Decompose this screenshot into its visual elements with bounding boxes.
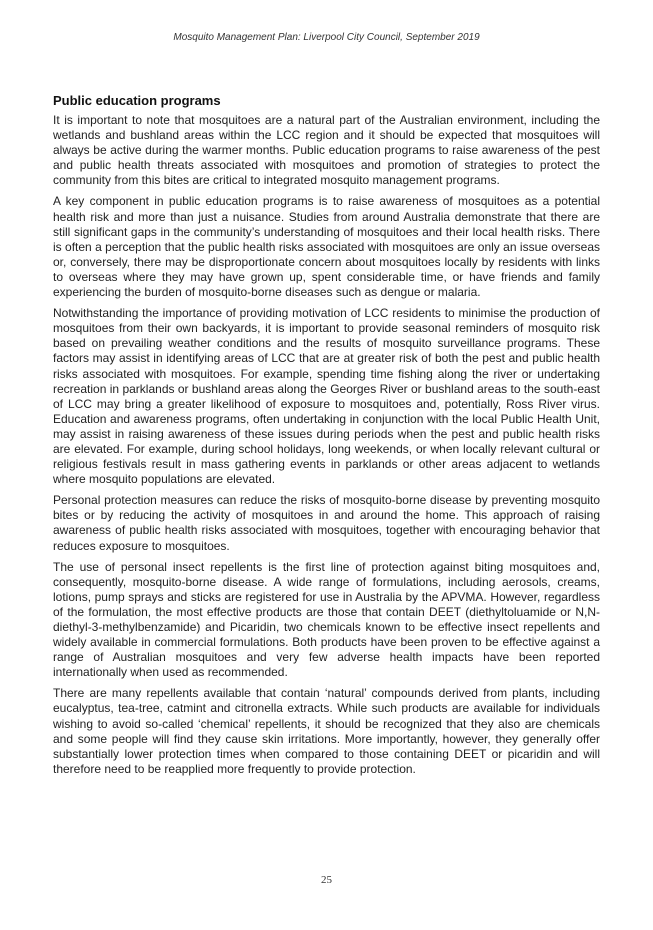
- paragraph-insect-repellents: The use of personal insect repellents is the first line of protection against biting mosquitoes and, consequently, mosquito-borne disease. A wide range of formulations, including aerosols, creams, lotions, pump sprays and sticks are registered for use in Australia by the APVMA. However, regardless of the formulation, the most effective products are those that contain DEET (diethyltoluamide or N,N-diethyl-3-methylbenzamide) and Picaridin, two chemicals known to be effective insect repellents and widely available in commercial formulations. Both products have been proven to be effective against a range of Australian mosquitoes and very few adverse health impacts have been reported internationally when used as recommended.: [53, 559, 600, 680]
- paragraph-seasonal-reminders: Notwithstanding the importance of providing motivation of LCC residents to minimise the production of mosquitoes from their own backyards, it is important to provide seasonal reminders of mosquito risk based on prevailing weather conditions and the results of mosquito surveillance programs. These factors may assist in identifying areas of LCC that are at greater risk of both the pest and public health risks associated with mosquitoes. For example, spending time fishing along the river or undertaking recreation in parklands or bushland areas along the Georges River or bushland areas to the south-east of LCC may bring a greater likelihood of exposure to mosquitoes and, potentially, Ross River virus. Education and awareness programs, often undertaking in conjunction with the local Public Health Unit, may assist in raising awareness of these issues during periods when the pest and public health risks are elevated. For example, during school holidays, long weekends, or when locally relevant cultural or religious festivals result in mass gathering events in parklands or other areas adjacent to wetlands where mosquito populations are elevated.: [53, 306, 600, 487]
- section-title: Public education programs: [53, 93, 221, 108]
- paragraph-natural-repellents: There are many repellents available that contain ‘natural’ compounds derived from plants, including eucalyptus, tea-tree, catmint and citronella extracts. While such products are available for individuals wishing to avoid so-called ‘chemical’ repellents, it should be recognized that they also are chemicals and some people will find they cause skin irritations. More importantly, however, they generally offer substantially lower protection times when compared to those containing DEET or picaridin and will therefore need to be reapplied more frequently to provide protection.: [53, 686, 600, 776]
- paragraph-personal-protection: Personal protection measures can reduce the risks of mosquito-borne disease by preventing mosquito bites or by reducing the activity of mosquitoes in and around the home. This approach of raising awareness of public health risks associated with mosquitoes, together with encouraging behavior that reduces exposure to mosquitoes.: [53, 493, 600, 553]
- main-content: [53, 93, 600, 783]
- paragraph-intro: It is important to note that mosquitoes are a natural part of the Australian environment, including the wetlands and bushland areas within the LCC region and it should be expected that mosquitoes will always be active during the warmer months. Public education programs to raise awareness of the pest and public health threats associated with mosquitoes and promotion of strategies to protect the community from this bites are critical to integrated mosquito management programs.: [53, 113, 600, 188]
- running-header: Mosquito Management Plan: Liverpool City Council, September 2019: [173, 32, 480, 43]
- paragraph-key-component: A key component in public education programs is to raise awareness of mosquitoes as a potential health risk and more than just a nuisance. Studies from around Australia demonstrate that there are still significant gaps in the community’s understanding of mosquitoes and their local health risks. There is often a perception that the public health risks associated with mosquitoes are only an issue overseas or, conversely, there may be disproportionate concern about mosquitoes locally by residents with links to overseas where they may have grown up, spent considerable time, or have friends and family experiencing the burden of mosquito-borne diseases such as dengue or malaria.: [53, 194, 600, 300]
- page-number: 25: [321, 874, 332, 886]
